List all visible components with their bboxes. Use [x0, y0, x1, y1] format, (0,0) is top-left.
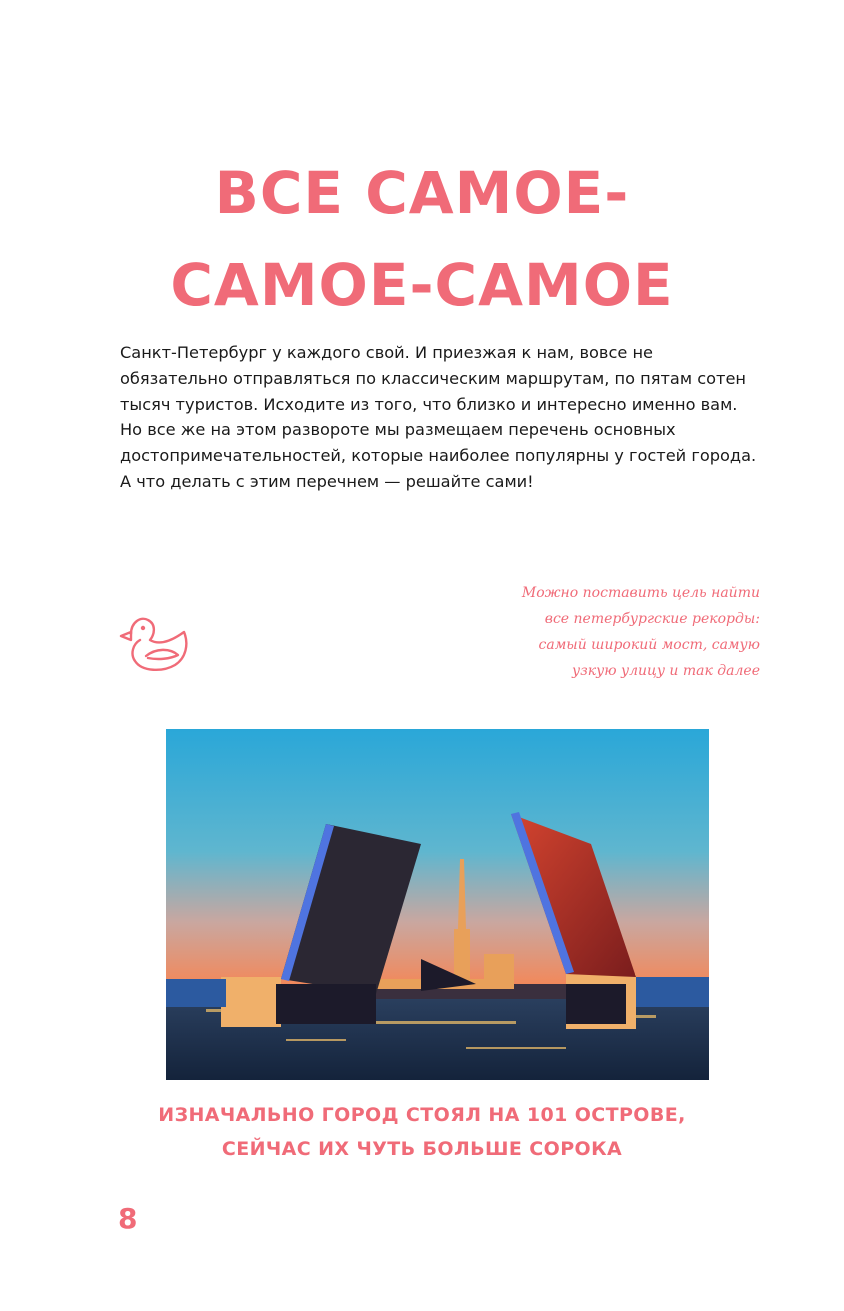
margin-note-line-1: Можно поставить цель найти	[521, 585, 760, 601]
margin-note-line-3: самый широкий мост, самую	[538, 637, 760, 653]
page-title	[0, 147, 844, 331]
margin-note-line-4: узкую улицу и так далее	[571, 663, 760, 679]
intro-paragraph: Санкт-Петербург у каждого свой. И приезжая к нам, вовсе не обязательно отправляться по классическим маршрутам, по пятам сотен тысяч туристов. Исходите из того, что близко и интересно именно вам. Но все же на этом развороте мы размещаем перечень основных достопримечательностей, которые наиболее популярны у гостей города. А что делать с этим перечнем — решайте сами!	[120, 343, 757, 491]
duck-icon	[118, 612, 192, 674]
photo-caption-line-1: ИЗНАЧАЛЬНО ГОРОД СТОЯЛ НА 101 ОСТРОВЕ,	[158, 1104, 686, 1126]
photo-caption	[0, 1098, 844, 1166]
margin-note-line-2: все петербургские рекорды:	[544, 611, 760, 627]
page-title-line-1: ВСЕ САМОЕ-	[214, 158, 630, 227]
drawbridge-photo	[166, 729, 709, 1080]
page-title-line-2: САМОЕ-САМОЕ	[170, 250, 674, 319]
page-number: 8	[118, 1202, 138, 1235]
photo-caption-line-2: СЕЙЧАС ИХ ЧУТЬ БОЛЬШЕ СОРОКА	[221, 1138, 623, 1160]
margin-note	[460, 580, 760, 684]
